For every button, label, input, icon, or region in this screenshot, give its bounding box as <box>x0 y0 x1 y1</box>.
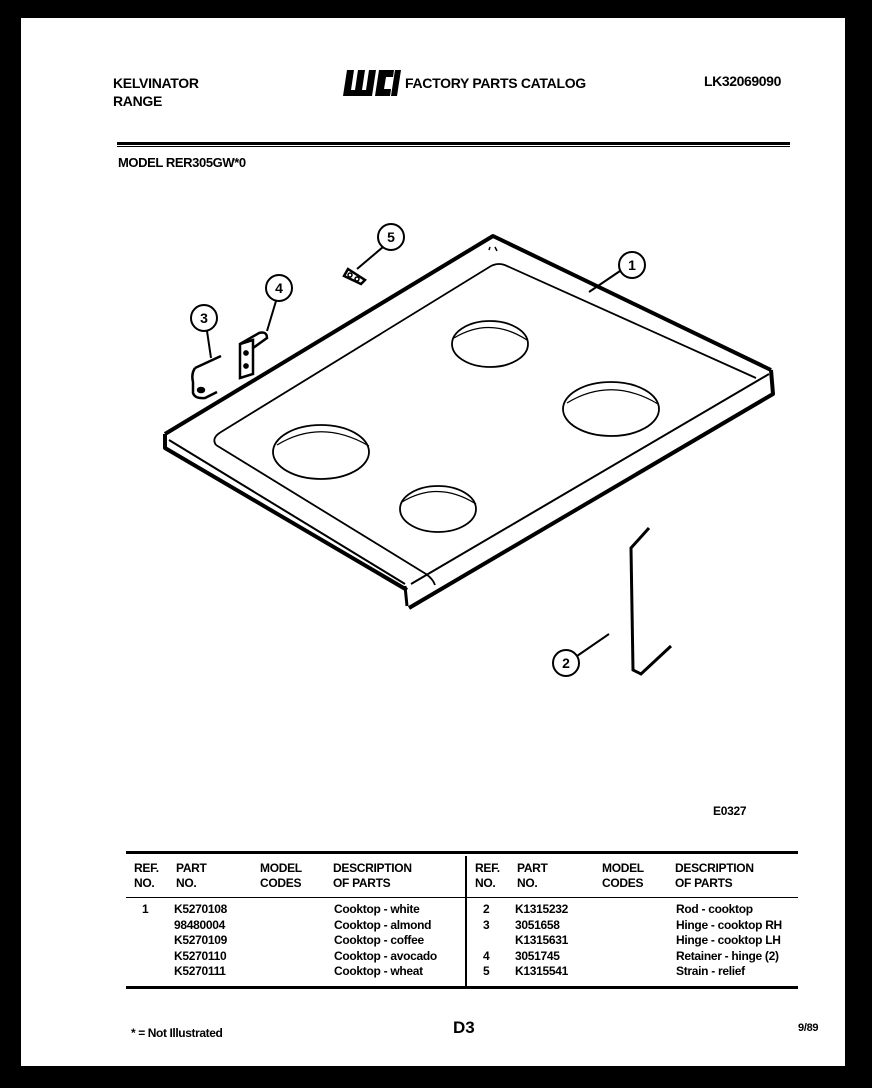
product-type: RANGE <box>113 93 163 109</box>
header-description: DESCRIPTION OF PARTS <box>333 861 412 890</box>
part-description: Hinge - cooktop RH <box>676 917 782 932</box>
table-rule-top <box>126 851 798 854</box>
svg-text:3: 3 <box>200 310 208 326</box>
svg-text:1: 1 <box>628 257 636 273</box>
svg-text:4: 4 <box>275 280 283 296</box>
part-number: K5270110 <box>174 948 227 963</box>
right-part-column <box>515 902 568 980</box>
table-row: 1 <box>142 902 149 916</box>
table-row: 5 <box>483 964 490 979</box>
table-row <box>483 933 489 949</box>
callout-2 <box>553 634 609 676</box>
part-number: K1315541 <box>515 964 568 979</box>
figure-code: E0327 <box>713 804 747 818</box>
retainer-part <box>240 333 267 378</box>
exploded-parts-diagram <box>21 168 845 688</box>
page-number: D3 <box>453 1018 475 1037</box>
part-description: Strain - relief <box>676 964 745 979</box>
wci-logo-icon <box>341 68 401 98</box>
header-ref-no: REF. NO. <box>134 861 159 890</box>
header-part-no-right: PART NO. <box>517 861 548 890</box>
table-row: 3 <box>483 917 490 932</box>
part-number: 3051658 <box>515 917 560 932</box>
right-desc-column <box>676 902 782 980</box>
brand-block <box>113 74 199 110</box>
table-column-divider <box>465 856 467 986</box>
left-part-column <box>174 902 227 980</box>
table-row <box>142 949 148 965</box>
header-model-codes: MODEL CODES <box>260 861 302 890</box>
table-row <box>142 918 148 934</box>
table-rule-header <box>126 897 798 898</box>
part-description: Cooktop - wheat <box>334 964 423 979</box>
table-row: 4 <box>483 948 490 963</box>
right-ref-column <box>483 902 489 980</box>
header-part-no: PART NO. <box>176 861 207 890</box>
part-number: 98480004 <box>174 917 225 932</box>
brand-name: KELVINATOR <box>113 75 199 91</box>
header-rule-thin <box>117 146 790 147</box>
not-illustrated-note: * = Not Illustrated <box>131 1026 223 1040</box>
svg-text:5: 5 <box>387 229 395 245</box>
rod-part <box>631 528 671 674</box>
part-number: K1315232 <box>515 902 568 916</box>
table-row: 2 <box>483 902 490 916</box>
part-number: K1315631 <box>515 933 568 948</box>
revision-date: 9/89 <box>798 1022 819 1034</box>
hinge-part <box>192 356 221 398</box>
header-ref-no-right: REF. NO. <box>475 861 500 890</box>
table-rule-bottom <box>126 986 798 989</box>
part-number: K5270108 <box>174 902 227 916</box>
callout-4 <box>266 275 292 331</box>
part-number: 3051745 <box>515 948 560 963</box>
table-row <box>142 964 148 980</box>
cooktop-part <box>165 236 773 608</box>
left-desc-column <box>334 902 437 980</box>
model-label: MODEL RER305GW*0 <box>118 155 246 170</box>
header-description-right: DESCRIPTION OF PARTS <box>675 861 754 890</box>
strain-relief-part <box>344 269 365 284</box>
header-model-codes-right: MODEL CODES <box>602 861 644 890</box>
part-description: Rod - cooktop <box>676 902 753 916</box>
callout-5 <box>357 224 404 269</box>
part-description: Hinge - cooktop LH <box>676 933 781 948</box>
table-row <box>142 933 148 949</box>
part-number: K5270109 <box>174 933 227 948</box>
catalog-page <box>21 18 845 1066</box>
part-number: K5270111 <box>174 964 226 979</box>
catalog-number: LK32069090 <box>704 73 781 89</box>
part-description: Cooktop - avocado <box>334 948 437 963</box>
left-ref-column <box>142 902 148 980</box>
svg-text:2: 2 <box>562 655 570 671</box>
part-description: Cooktop - coffee <box>334 933 424 948</box>
part-description: Retainer - hinge (2) <box>676 948 779 963</box>
part-description: Cooktop - white <box>334 902 420 916</box>
catalog-header <box>341 68 586 98</box>
callout-1 <box>589 252 645 292</box>
catalog-title: FACTORY PARTS CATALOG <box>405 75 586 91</box>
part-description: Cooktop - almond <box>334 917 432 932</box>
header-rule <box>117 142 790 145</box>
callout-3 <box>191 305 217 358</box>
